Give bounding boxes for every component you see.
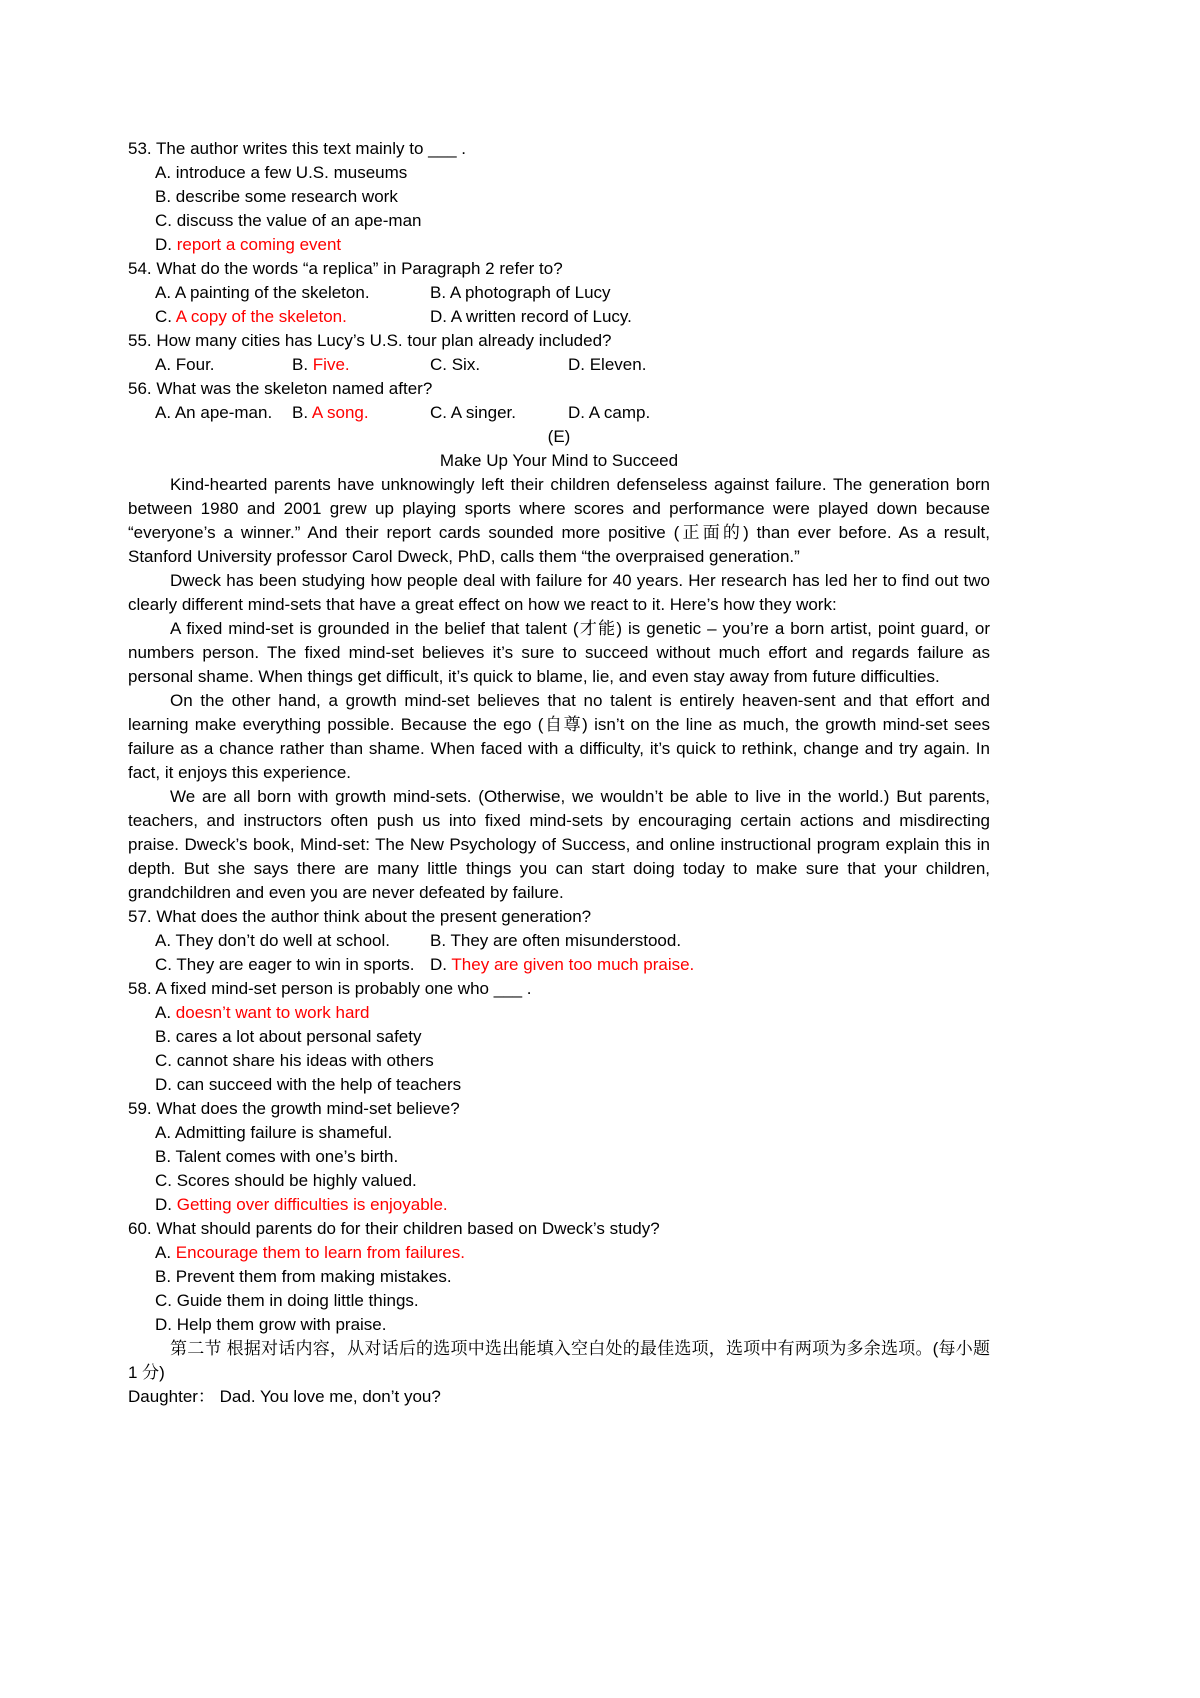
text-segment: D. A written record of Lucy. (430, 307, 632, 326)
option-cell (430, 305, 640, 329)
text-segment: 第二节 根据对话内容，从对话后的选项中选出能填入空白处的最佳选项，选项中有两项为多余选项。(每小题 1 分) (128, 1339, 990, 1382)
text-segment: B. (292, 355, 313, 374)
text-segment: Kind-hearted parents have unknowingly left their children defenseless against failure. The generation born between 1980 and 2001 grew up playing sports where scores and performance were played down because “everyone’s a winner.” And their report cards sounded more positive (正面的) than ever before. As a result, Stanford University professor Carol Dweck, PhD, calls them “the overpraised generation.” (128, 475, 990, 566)
option-cell (292, 353, 430, 377)
text-segment: B. A photograph of Lucy (430, 283, 611, 302)
option-cell (155, 281, 430, 305)
text-segment: B. describe some research work (155, 187, 398, 206)
text-segment: B. (292, 403, 312, 422)
text-segment: A. A painting of the skeleton. (155, 283, 370, 302)
answer-text-red: Five. (312, 355, 350, 374)
option-58-c (128, 1049, 990, 1073)
answer-text-red: A song. (311, 403, 369, 422)
question-59 (128, 1097, 990, 1121)
text-segment: D. A camp. (568, 403, 651, 422)
option-58-b (128, 1025, 990, 1049)
text-segment: D. can succeed with the help of teachers (155, 1075, 462, 1094)
text-segment: C. They are eager to win in sports. (155, 955, 415, 974)
answer-text-red: doesn’t want to work hard (175, 1003, 370, 1022)
section-label (128, 425, 990, 449)
option-cell (568, 353, 654, 377)
text-segment: A. Four. (155, 355, 215, 374)
question-58 (128, 977, 990, 1001)
text-segment: A fixed mind-set is grounded in the belief that talent (才能) is genetic – you’re a born artist, point guard, or numbers person. The fixed mind-set believes it’s sure to succeed without much effort and regards failure as personal shame. When things get difficult, it’s quick to blame, lie, and even stay away from future difficulties. (128, 619, 990, 686)
option-53-a (128, 161, 990, 185)
option-cell (430, 353, 568, 377)
option-53-b (128, 185, 990, 209)
text-segment: B. Prevent them from making mistakes. (155, 1267, 452, 1286)
text-segment: D. Help them grow with praise. (155, 1315, 387, 1334)
option-cell (430, 929, 689, 953)
option-60-b (128, 1265, 990, 1289)
text-segment: C. Six. (430, 355, 481, 374)
text-segment: A. Admitting failure is shameful. (155, 1123, 393, 1142)
answer-text-red: Getting over difficulties is enjoyable. (176, 1195, 448, 1214)
option-59-b (128, 1145, 990, 1169)
text-segment: Make Up Your Mind to Succeed (439, 451, 679, 470)
option-row-54-cd (128, 305, 990, 329)
answer-text-red: They are given too much praise. (451, 955, 695, 974)
text-segment: Daughter： Dad. You love me, don’t you? (128, 1387, 441, 1406)
option-53-d (128, 233, 990, 257)
option-cell (155, 401, 292, 425)
text-segment: 56. What was the skeleton named after? (128, 379, 433, 398)
passage-paragraph-1 (128, 473, 990, 569)
option-row-56 (128, 401, 990, 425)
option-row-55 (128, 353, 990, 377)
text-segment: 60. What should parents do for their children based on Dweck’s study? (128, 1219, 660, 1238)
question-57 (128, 905, 990, 929)
instruction-paragraph (128, 1337, 990, 1385)
text-segment: 59. What does the growth mind-set believe? (128, 1099, 460, 1118)
option-row-57-cd (128, 953, 990, 977)
text-segment: C. Scores should be highly valued. (155, 1171, 417, 1190)
option-60-d (128, 1313, 990, 1337)
text-segment: B. cares a lot about personal safety (155, 1027, 422, 1046)
text-segment: A. (155, 1243, 176, 1262)
passage-paragraph-2 (128, 569, 990, 617)
text-segment: A. introduce a few U.S. museums (155, 163, 408, 182)
text-segment: C. discuss the value of an ape-man (155, 211, 422, 230)
text-segment: Dweck has been studying how people deal with failure for 40 years. Her research has led her to find out two clearly different mind-sets that have a great effect on how we react to it. Here’s how they work: (128, 571, 990, 614)
question-56 (128, 377, 990, 401)
option-58-d (128, 1073, 990, 1097)
option-60-c (128, 1289, 990, 1313)
passage-title (128, 449, 990, 473)
text-segment: 55. How many cities has Lucy’s U.S. tour plan already included? (128, 331, 612, 350)
text-segment: D. (430, 955, 452, 974)
text-segment: C. cannot share his ideas with others (155, 1051, 434, 1070)
option-cell (155, 953, 430, 977)
option-cell (155, 305, 430, 329)
option-58-a (128, 1001, 990, 1025)
text-segment: 57. What does the author think about the present generation? (128, 907, 592, 926)
dialogue-line (128, 1385, 990, 1409)
question-55 (128, 329, 990, 353)
text-segment: We are all born with growth mind-sets. (Otherwise, we wouldn’t be able to live in the world.) But parents, teachers, and instructors often push us into fixed mind-sets by encouraging certain actions and misdirecting praise. Dweck’s book, Mind-set: The New Psychology of Success, and online instructional program explain this in depth. But she says there are many little things you can start doing today to make sure that your children, grandchildren and even you are never defeated by failure. (128, 787, 990, 902)
option-cell (155, 353, 292, 377)
text-segment: D. Eleven. (568, 355, 647, 374)
option-59-a (128, 1121, 990, 1145)
answer-text-red: A copy of the skeleton. (175, 307, 347, 326)
question-60 (128, 1217, 990, 1241)
answer-text-red: Encourage them to learn from failures. (175, 1243, 465, 1262)
option-59-c (128, 1169, 990, 1193)
option-row-57-ab (128, 929, 990, 953)
question-53 (128, 137, 990, 161)
text-segment: B. They are often misunderstood. (430, 931, 682, 950)
passage-paragraph-4 (128, 689, 990, 785)
text-segment: D. (155, 1195, 177, 1214)
text-segment: A. They don’t do well at school. (155, 931, 390, 950)
option-60-a (128, 1241, 990, 1265)
option-cell (430, 401, 568, 425)
passage-paragraph-5 (128, 785, 990, 905)
question-54 (128, 257, 990, 281)
text-segment: 58. A fixed mind-set person is probably one who ___ . (128, 979, 532, 998)
option-cell (568, 401, 658, 425)
text-segment: 53. The author writes this text mainly to ___ . (128, 139, 466, 158)
text-segment: 54. What do the words “a replica” in Paragraph 2 refer to? (128, 259, 563, 278)
option-59-d (128, 1193, 990, 1217)
text-segment: On the other hand, a growth mind-set believes that no talent is entirely heaven-sent and that effort and learning make everything possible. Because the ego (自尊) isn’t on the line as much, the growth mind-set sees failure as a chance rather than shame. When faced with a difficulty, it’s quick to rethink, change and try again. In fact, it enjoys this experience. (128, 691, 990, 782)
text-segment: A. An ape-man. (155, 403, 273, 422)
option-cell (292, 401, 430, 425)
text-segment: C. A singer. (430, 403, 516, 422)
text-segment: D. (155, 235, 177, 254)
option-cell (155, 929, 430, 953)
answer-text-red: report a coming event (176, 235, 342, 254)
text-segment: C. Guide them in doing little things. (155, 1291, 419, 1310)
option-row-54-ab (128, 281, 990, 305)
text-segment: (E) (547, 427, 571, 446)
passage-paragraph-3 (128, 617, 990, 689)
option-cell (430, 281, 619, 305)
text-segment: A. (155, 1003, 176, 1022)
text-segment: B. Talent comes with one’s birth. (155, 1147, 399, 1166)
text-segment: C. (155, 307, 176, 326)
option-cell (430, 953, 702, 977)
option-53-c (128, 209, 990, 233)
